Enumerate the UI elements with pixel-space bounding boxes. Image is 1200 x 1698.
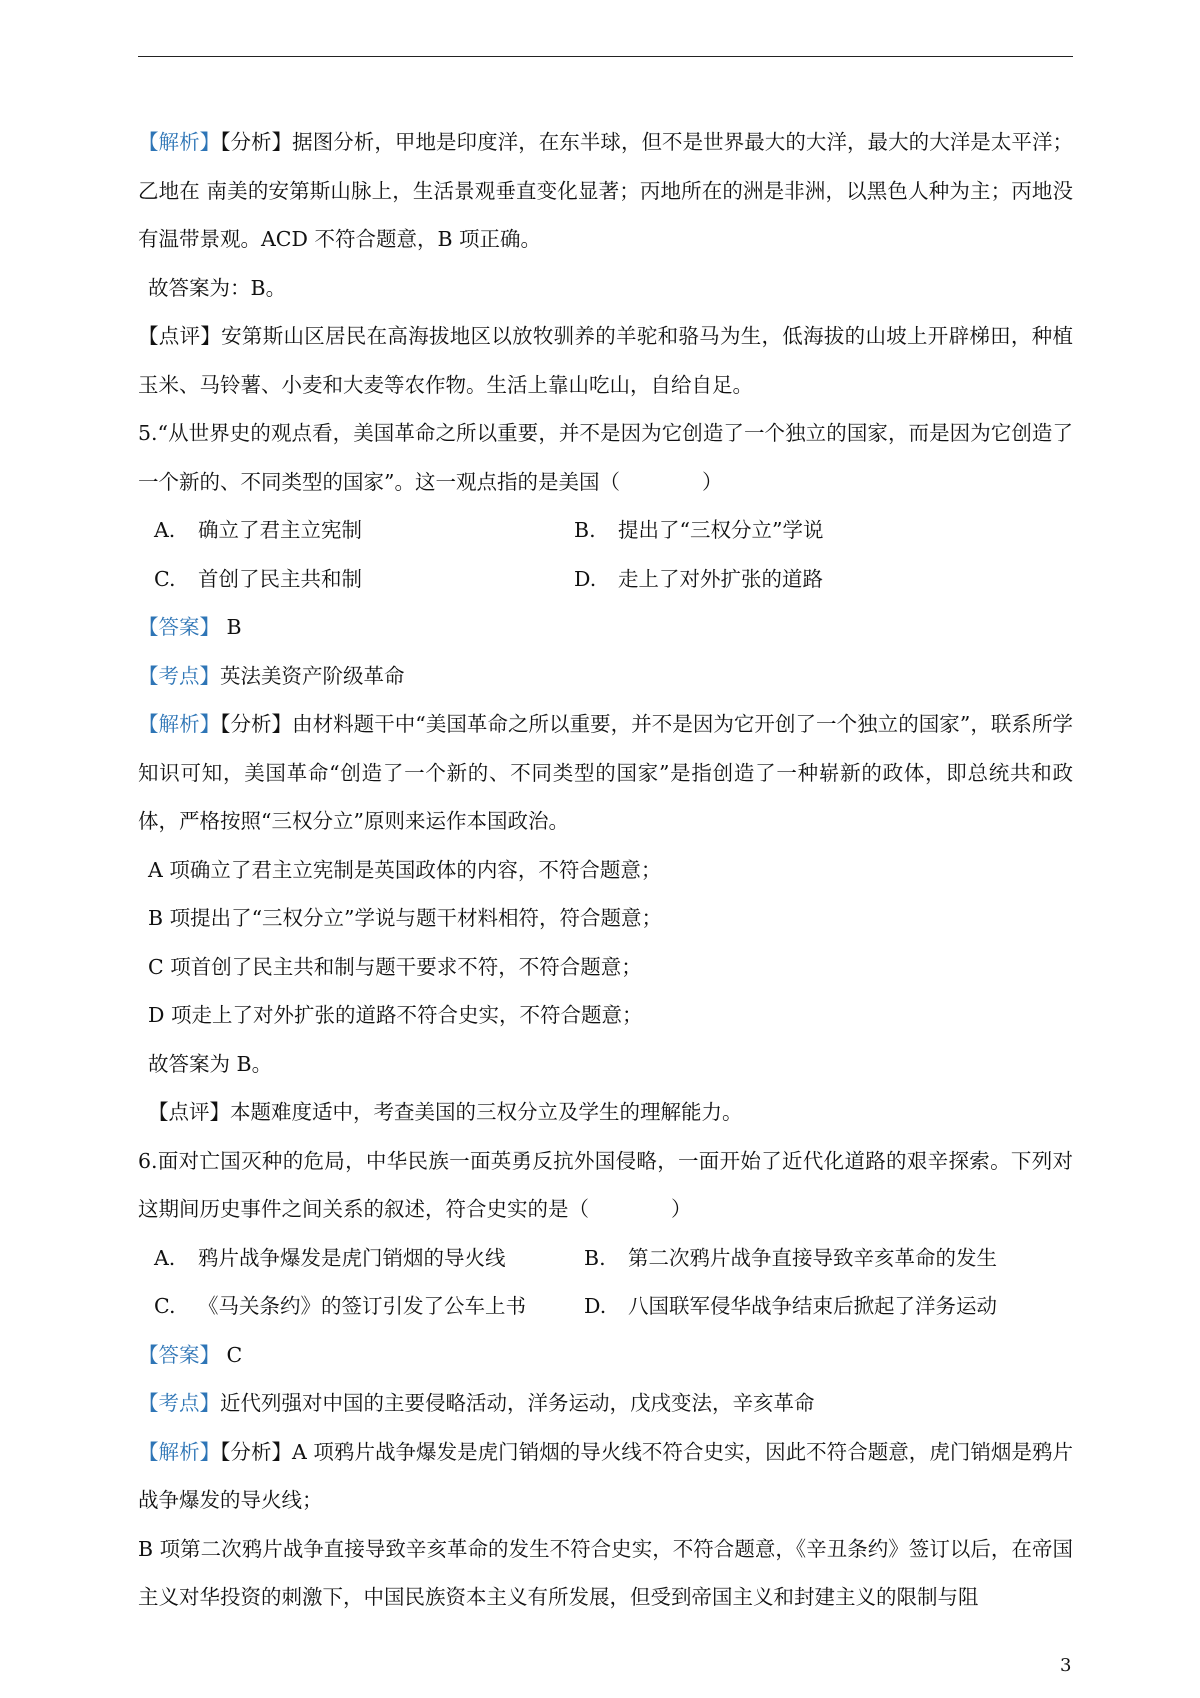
q5-line-d: D 项走上了对外扩张的道路不符合史实，不符合题意； xyxy=(148,1003,643,1027)
q6-option-d: D. 八国联军侵华战争结束后掀起了洋务运动 xyxy=(584,1294,997,1318)
q6-stem: 6.面对亡国灭种的危局，中华民族一面英勇反抗外国侵略，一面开始了近代化道路的艰辛探索。下列对这期间历史事件之间关系的叙述，符合史实的是（ ） xyxy=(138,1148,1073,1221)
answer-tag: 【答案】 xyxy=(138,1342,220,1367)
q4-answer-line: 故答案为：B。 xyxy=(148,275,287,300)
q5-answer xyxy=(138,603,1073,652)
page-content xyxy=(138,118,1073,1622)
q6-option-b: B. 第二次鸦片战争直接导致辛亥革命的发生 xyxy=(584,1245,997,1270)
analysis-tag: 【解析】 xyxy=(138,712,221,736)
q6-option-a: A. 鸦片战争爆发是虎门销烟的导火线 xyxy=(154,1245,506,1270)
analysis-sub-tag: 【分析】 xyxy=(220,130,293,154)
header-rule xyxy=(138,56,1073,57)
q6-answer xyxy=(138,1331,1073,1380)
page-number: 3 xyxy=(1060,1655,1072,1676)
q5-options xyxy=(138,506,1073,603)
q5-line-c: C 项首创了民主共和制与题干要求不符，不符合题意； xyxy=(148,954,642,979)
q6-analysis xyxy=(138,1428,1073,1525)
comment-text: 安第斯山区居民在高海拔地区以放牧驯养的羊驼和骆马为生，低海拔的山坡上开辟梯田，种植玉米、马铃薯、小麦和大麦等农作物。生活上靠山吃山，自给自足。 xyxy=(138,324,1074,397)
comment-tag: 【点评】 xyxy=(148,1100,230,1124)
point-tag: 【考点】 xyxy=(138,663,220,688)
q5-point xyxy=(138,652,1073,701)
q5-option-a: A. 确立了君主立宪制 xyxy=(154,518,362,542)
q6-options xyxy=(138,1234,1073,1331)
q5-option-b: B. 提出了“三权分立”学说 xyxy=(574,518,824,542)
q4-analysis xyxy=(138,118,1073,264)
point-text: 英法美资产阶级革命 xyxy=(220,663,405,688)
comment-text: 本题难度适中，考查美国的三权分立及学生的理解能力。 xyxy=(230,1100,743,1124)
q5-option-d: D. 走上了对外扩张的道路 xyxy=(574,566,823,591)
analysis-text: 由材料题干中“美国革命之所以重要，并不是因为它开创了一个独立的国家”，联系所学知识可知，美国革命“创造了一个新的、不同类型的国家”是指创造了一种崭新的政体，即总统共和政体，严格按照“三权分立”原则来运作本国政治。 xyxy=(138,712,1073,833)
analysis-sub-tag: 【分析】 xyxy=(220,712,293,736)
q5-line-b: B 项提出了“三权分立”学说与题干材料相符，符合题意； xyxy=(148,906,663,930)
q6-point xyxy=(138,1379,1073,1428)
answer-tag: 【答案】 xyxy=(138,615,220,639)
answer-value: C xyxy=(220,1342,243,1367)
comment-tag: 【点评】 xyxy=(138,324,222,348)
q5-answer-line: 故答案为 B。 xyxy=(148,1051,273,1076)
q5-analysis xyxy=(138,700,1073,846)
q6-line-b: B 项第二次鸦片战争直接导致辛亥革命的发生不符合史实，不符合题意，《辛丑条约》签订以后，在帝国主义对华投资的刺激下，中国民族资本主义有所发展，但受到帝国主义和封建主义的限制与阻 xyxy=(138,1536,1073,1609)
analysis-text: A 项鸦片战争爆发是虎门销烟的导火线不符合史实，因此不符合题意，虎门销烟是鸦片战争爆发的导火线； xyxy=(138,1439,1074,1512)
analysis-tag: 【解析】 xyxy=(138,130,221,154)
analysis-sub-tag: 【分析】 xyxy=(220,1439,293,1464)
q5-line-a: A 项确立了君主立宪制是英国政体的内容，不符合题意； xyxy=(148,857,662,882)
q4-comment xyxy=(138,312,1073,409)
answer-value: B xyxy=(220,615,242,639)
analysis-text: 据图分析，甲地是印度洋，在东半球，但不是世界最大的大洋，最大的大洋是太平洋；乙地在 南美的安第斯山脉上，生活景观垂直变化显著；丙地所在的洲是非洲，以黑色人种为主；丙地没有温带景观。ACD 不符合题意，B 项正确。 xyxy=(138,130,1074,251)
q6-option-c: C. 《马关条约》的签订引发了公车上书 xyxy=(154,1294,526,1318)
point-text: 近代列强对中国的主要侵略活动，洋务运动，戊戌变法，辛亥革命 xyxy=(220,1391,815,1415)
analysis-tag: 【解析】 xyxy=(138,1439,221,1464)
q5-comment xyxy=(138,1088,1073,1137)
q5-stem: 5.“从世界史的观点看，美国革命之所以重要，并不是因为它创造了一个独立的国家，而是因为它创造了一个新的、不同类型的国家”。这一观点指的是美国（ ） xyxy=(138,421,1073,494)
q5-option-c: C. 首创了民主共和制 xyxy=(154,566,362,591)
point-tag: 【考点】 xyxy=(138,1391,220,1415)
